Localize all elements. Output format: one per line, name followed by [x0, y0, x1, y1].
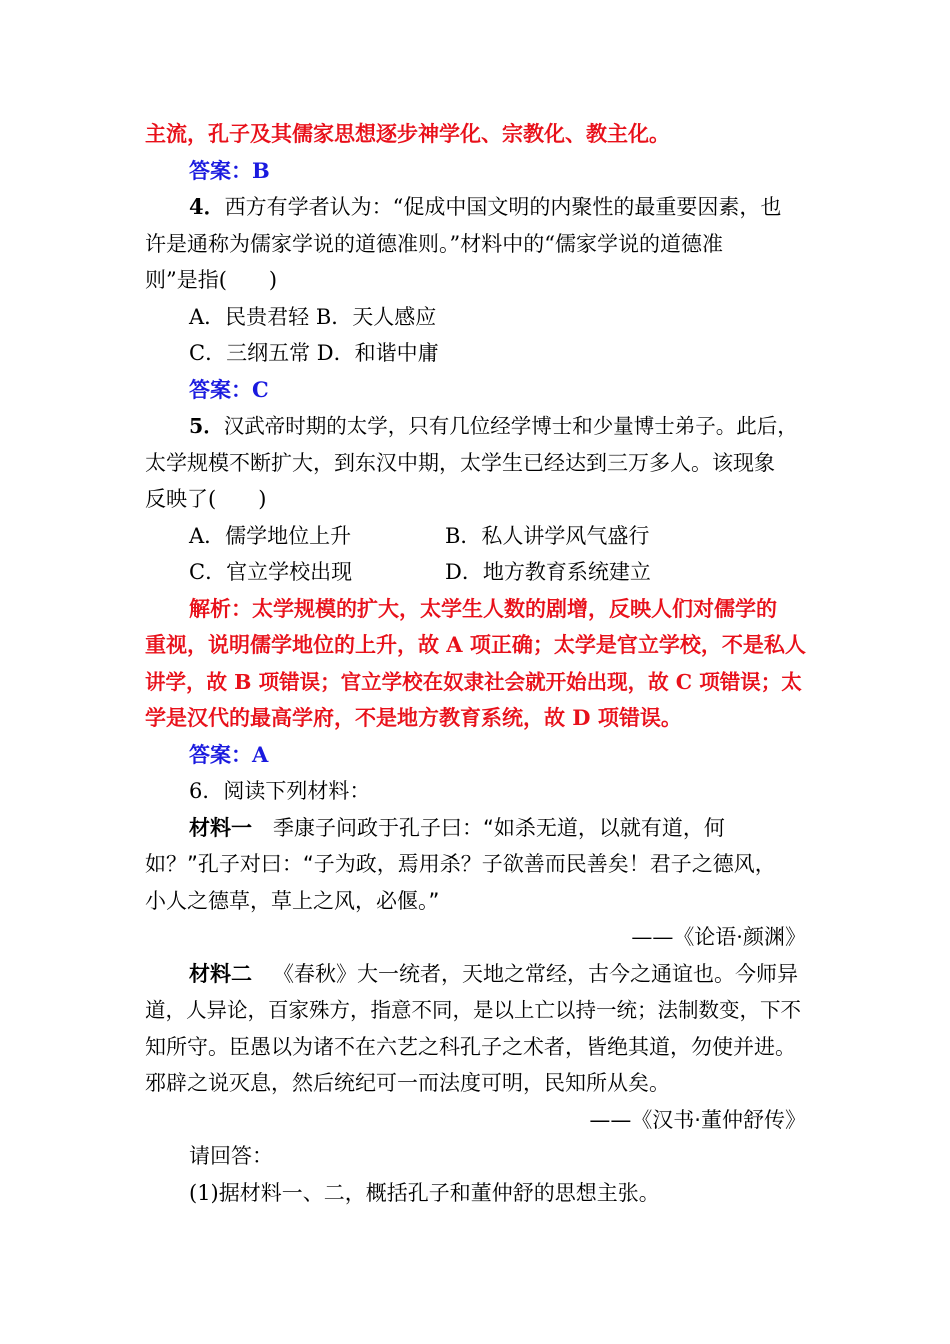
- q5-option-c: C．官立学校出现: [189, 560, 353, 584]
- q6-material2-label: 材料二: [189, 960, 252, 986]
- q6-material1-text1: 季康子问政于孔子曰：“如杀无道，以就有道，何: [273, 815, 725, 840]
- q5-answer-value: A: [252, 741, 269, 767]
- q6-material2-line3: [145, 1029, 810, 1066]
- q3-answer: [145, 153, 810, 190]
- q6-material2-source-text: ——《汉书·董仲舒传》: [589, 1107, 806, 1132]
- q6-material1-line2: [145, 846, 810, 883]
- q5-stem-line1: [145, 408, 810, 445]
- q4-answer: [145, 372, 810, 409]
- q4-answer-value: C: [252, 376, 269, 402]
- q5-analysis-text4: 学是汉代的最高学府，不是地方教育系统，故 D 项错误。: [145, 705, 682, 730]
- q5-stem-text3: 反映了( ): [145, 487, 267, 511]
- q5-options-row1: [145, 518, 810, 555]
- q4-answer-label: 答案：: [189, 376, 252, 402]
- q3-answer-label: 答案：: [189, 157, 252, 183]
- q6-material2-source: [145, 1102, 810, 1139]
- q5-answer: [145, 737, 810, 774]
- q5-options-row2: [145, 554, 810, 591]
- q5-stem-line3: [145, 481, 810, 518]
- q5-stem-text1: 汉武帝时期的太学，只有几位经学博士和少量博士弟子。此后，: [223, 414, 798, 438]
- q4-stem-text1: 西方有学者认为：“促成中国文明的内聚性的最重要因素，也: [224, 195, 782, 219]
- q4-stem-text2: 许是通称为儒家学说的道德准则。”材料中的“儒家学说的道德准: [145, 231, 723, 256]
- q6-material1-label: 材料一: [189, 814, 252, 840]
- q4-number: 4．: [189, 194, 225, 219]
- q5-option-b: B．私人讲学风气盛行: [445, 523, 650, 548]
- q6-material2-text1: 《春秋》大一统者，天地之常经，古今之通谊也。今师异: [273, 961, 798, 986]
- q6-material1-line3: [145, 883, 810, 920]
- q3-answer-value: B: [252, 157, 270, 183]
- q5-analysis-text3: 讲学，故 B 项错误；官立学校在奴隶社会就开始出现，故 C 项错误；太: [145, 669, 802, 694]
- q6-material1-line1: [145, 810, 810, 847]
- q4-options-text1: A．民贵君轻 B．天人感应: [189, 304, 437, 329]
- q3-analysis-text: 主流，孔子及其儒家思想逐步神学化、宗教化、教主化。: [145, 121, 670, 146]
- q5-analysis-text1: 解析：太学规模的扩大，太学生人数的剧增，反映人们对儒学的: [189, 595, 777, 621]
- q6-intro: [145, 773, 810, 810]
- q4-stem-line3: [145, 262, 810, 299]
- q6-material2-line1: [145, 956, 810, 993]
- q4-stem-text3: 则”是指( ): [145, 268, 278, 292]
- q4-stem-line2: [145, 226, 810, 263]
- document-page: [145, 116, 810, 1211]
- q5-analysis-line2: [145, 627, 810, 664]
- q5-answer-label: 答案：: [189, 741, 252, 767]
- q5-number: 5．: [189, 414, 224, 438]
- q6-material1-source-text: ——《论语·颜渊》: [631, 925, 806, 949]
- q6-material1-text2: 如？”孔子对曰：“子为政，焉用杀？子欲善而民善矣！君子之德风，: [145, 852, 776, 876]
- q6-material1-source: [145, 919, 810, 956]
- q6-sub1-text: (1)据材料一、二，概括孔子和董仲舒的思想主张。: [189, 1180, 660, 1205]
- q5-analysis-line3: [145, 664, 810, 701]
- q4-options-row1: [145, 299, 810, 336]
- q5-stem-line2: [145, 445, 810, 482]
- q6-sub1: [145, 1175, 810, 1212]
- q5-analysis-text2: 重视，说明儒学地位的上升，故 A 项正确；太学是官立学校，不是私人: [145, 632, 806, 657]
- q5-stem-text2: 太学规模不断扩大，到东汉中期，太学生已经达到三万多人。该现象: [145, 450, 775, 475]
- q4-stem-line1: [145, 189, 810, 226]
- q5-analysis-line4: [145, 700, 810, 737]
- q5-analysis-line1: [145, 591, 810, 628]
- q6-please-answer-text: 请回答：: [189, 1144, 273, 1168]
- q4-options-row2: [145, 335, 810, 372]
- q6-material1-text3: 小人之德草，草上之风，必偃。”: [145, 888, 440, 913]
- q3-analysis-tail: [145, 116, 810, 153]
- q6-material2-text3: 知所守。臣愚以为诸不在六艺之科孔子之术者，皆绝其道，勿使并进。: [145, 1034, 796, 1059]
- q6-material2-text2: 道，人异论，百家殊方，指意不同，是以上亡以持一统；法制数变，下不: [145, 998, 801, 1022]
- q6-material2-line4: [145, 1065, 810, 1102]
- q6-material2-line2: [145, 992, 810, 1029]
- q6-intro-text: 6．阅读下列材料：: [189, 779, 371, 803]
- q6-material2-text4: 邪辟之说灭息，然后统纪可一而法度可明，民知所从矣。: [145, 1071, 670, 1095]
- q5-option-a: A．儒学地位上升: [189, 523, 352, 548]
- q5-option-d: D．地方教育系统建立: [445, 560, 651, 584]
- q4-options-text2: C．三纲五常 D．和谐中庸: [189, 341, 439, 365]
- q6-please-answer: [145, 1138, 810, 1175]
